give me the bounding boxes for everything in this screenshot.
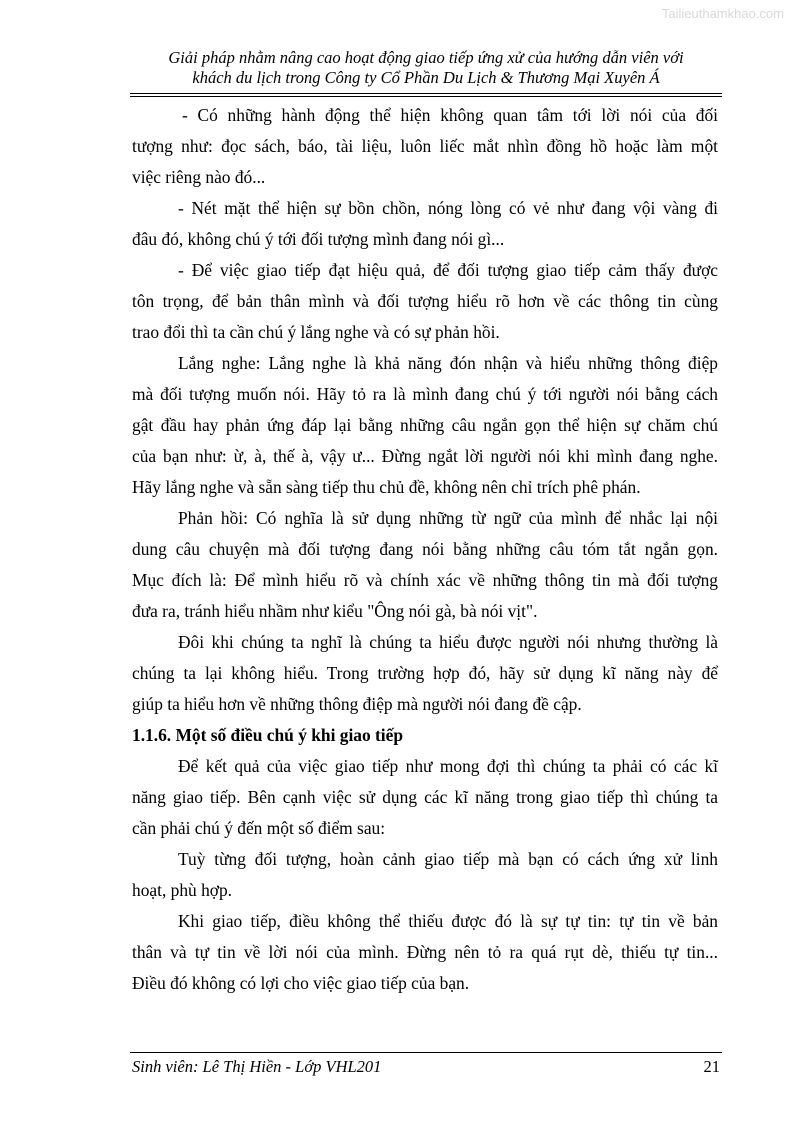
text-line: Đôi khi chúng ta nghĩ là chúng ta hiểu được người nói nhưng thường là [178, 632, 718, 652]
text-line: Tuỳ từng đối tượng, hoàn cảnh giao tiếp mà bạn có cách ứng xử linh [178, 849, 718, 869]
header-title-line-1: Giải pháp nhằm nâng cao hoạt động giao tiếp ứng xử của hướng dẫn viên với [168, 48, 684, 67]
page-number: 21 [703, 1057, 720, 1076]
text-line: chúng ta lại không hiểu. Trong trường hợp đó, hãy sử dụng kĩ năng này để [132, 663, 718, 683]
text-line: trao đổi thì ta cần chú ý lắng nghe và có sự phản hồi. [132, 322, 500, 342]
text-line: Để kết quả của việc giao tiếp như mong đợi thì chúng ta phải có các kĩ [178, 756, 718, 776]
text-line: tượng như: đọc sách, báo, tài liệu, luôn liếc mắt nhìn đồng hồ hoặc làm một [132, 136, 718, 156]
watermark: Tailieuthamkhao.com [661, 6, 784, 21]
text-line: Lắng nghe: Lắng nghe là khả năng đón nhận và hiểu những thông điệp [178, 353, 718, 373]
text-line: năng giao tiếp. Bên cạnh việc sử dụng các kĩ năng trong giao tiếp thì chúng ta [132, 787, 718, 807]
text-line: của bạn như: ừ, à, thế à, vậy ư... Đừng ngắt lời người nói khi mình đang nghe. [132, 446, 718, 466]
text-line: đâu đó, không chú ý tới đối tượng mình đang nói gì... [132, 229, 505, 249]
header-title-line-2: khách du lịch trong Công ty Cổ Phần Du Lịch & Thương Mại Xuyên Á [192, 68, 660, 87]
header-divider [130, 93, 722, 97]
text-line: mà đối tượng muốn nói. Hãy tỏ ra là mình đang chú ý tới người nói bằng cách [132, 384, 718, 404]
text-line: - Có những hành động thể hiện không quan tâm tới lời nói của đối [182, 105, 718, 125]
text-line: Điều đó không có lợi cho việc giao tiếp của bạn. [132, 973, 470, 993]
page-footer [132, 1056, 720, 1078]
text-line: Khi giao tiếp, điều không thể thiếu được đó là sự tự tin: tự tin về bản [178, 911, 718, 931]
text-line: Mục đích là: Để mình hiểu rõ và chính xác về những thông tin mà đối tượng [132, 570, 718, 590]
text-line: thân và tự tin về lời nói của mình. Đừng nên tỏ ra quá rụt dè, thiếu tự tin... [132, 942, 718, 962]
footer-student-info: Sinh viên: Lê Thị Hiền - Lớp VHL201 [132, 1057, 382, 1076]
text-line: gật đầu hay phản ứng đáp lại bằng những câu ngắn gọn thể hiện sự chăm chú [132, 415, 718, 435]
section-heading: 1.1.6. Một số điều chú ý khi giao tiếp [132, 725, 404, 745]
page-header [132, 48, 720, 88]
text-line: dung câu chuyện mà đối tượng đang nói bằng những câu tóm tắt ngắn gọn. [132, 539, 718, 559]
document-body [132, 100, 718, 999]
text-line: - Nét mặt thể hiện sự bồn chồn, nóng lòng có vẻ như đang vội vàng đi [178, 198, 718, 218]
text-line: đưa ra, tránh hiểu nhầm như kiểu "Ông nói gà, bà nói vịt". [132, 601, 538, 621]
text-line: Hãy lắng nghe và sẵn sàng tiếp thu chủ đề, không nên chỉ trích phê phán. [132, 477, 641, 497]
footer-divider [130, 1052, 722, 1053]
text-line: tôn trọng, để bản thân mình và đối tượng hiểu rõ hơn về các thông tin cùng [132, 291, 718, 311]
text-line: hoạt, phù hợp. [132, 880, 233, 900]
text-line: cần phải chú ý đến một số điểm sau: [132, 818, 386, 838]
text-line: Phản hồi: Có nghĩa là sử dụng những từ ngữ của mình để nhắc lại nội [178, 508, 718, 528]
text-line: giúp ta hiểu hơn về những thông điệp mà người nói đang đề cập. [132, 694, 582, 714]
text-line: - Để việc giao tiếp đạt hiệu quả, để đối tượng giao tiếp cảm thấy được [178, 260, 718, 280]
text-line: việc riêng nào đó... [132, 167, 266, 187]
